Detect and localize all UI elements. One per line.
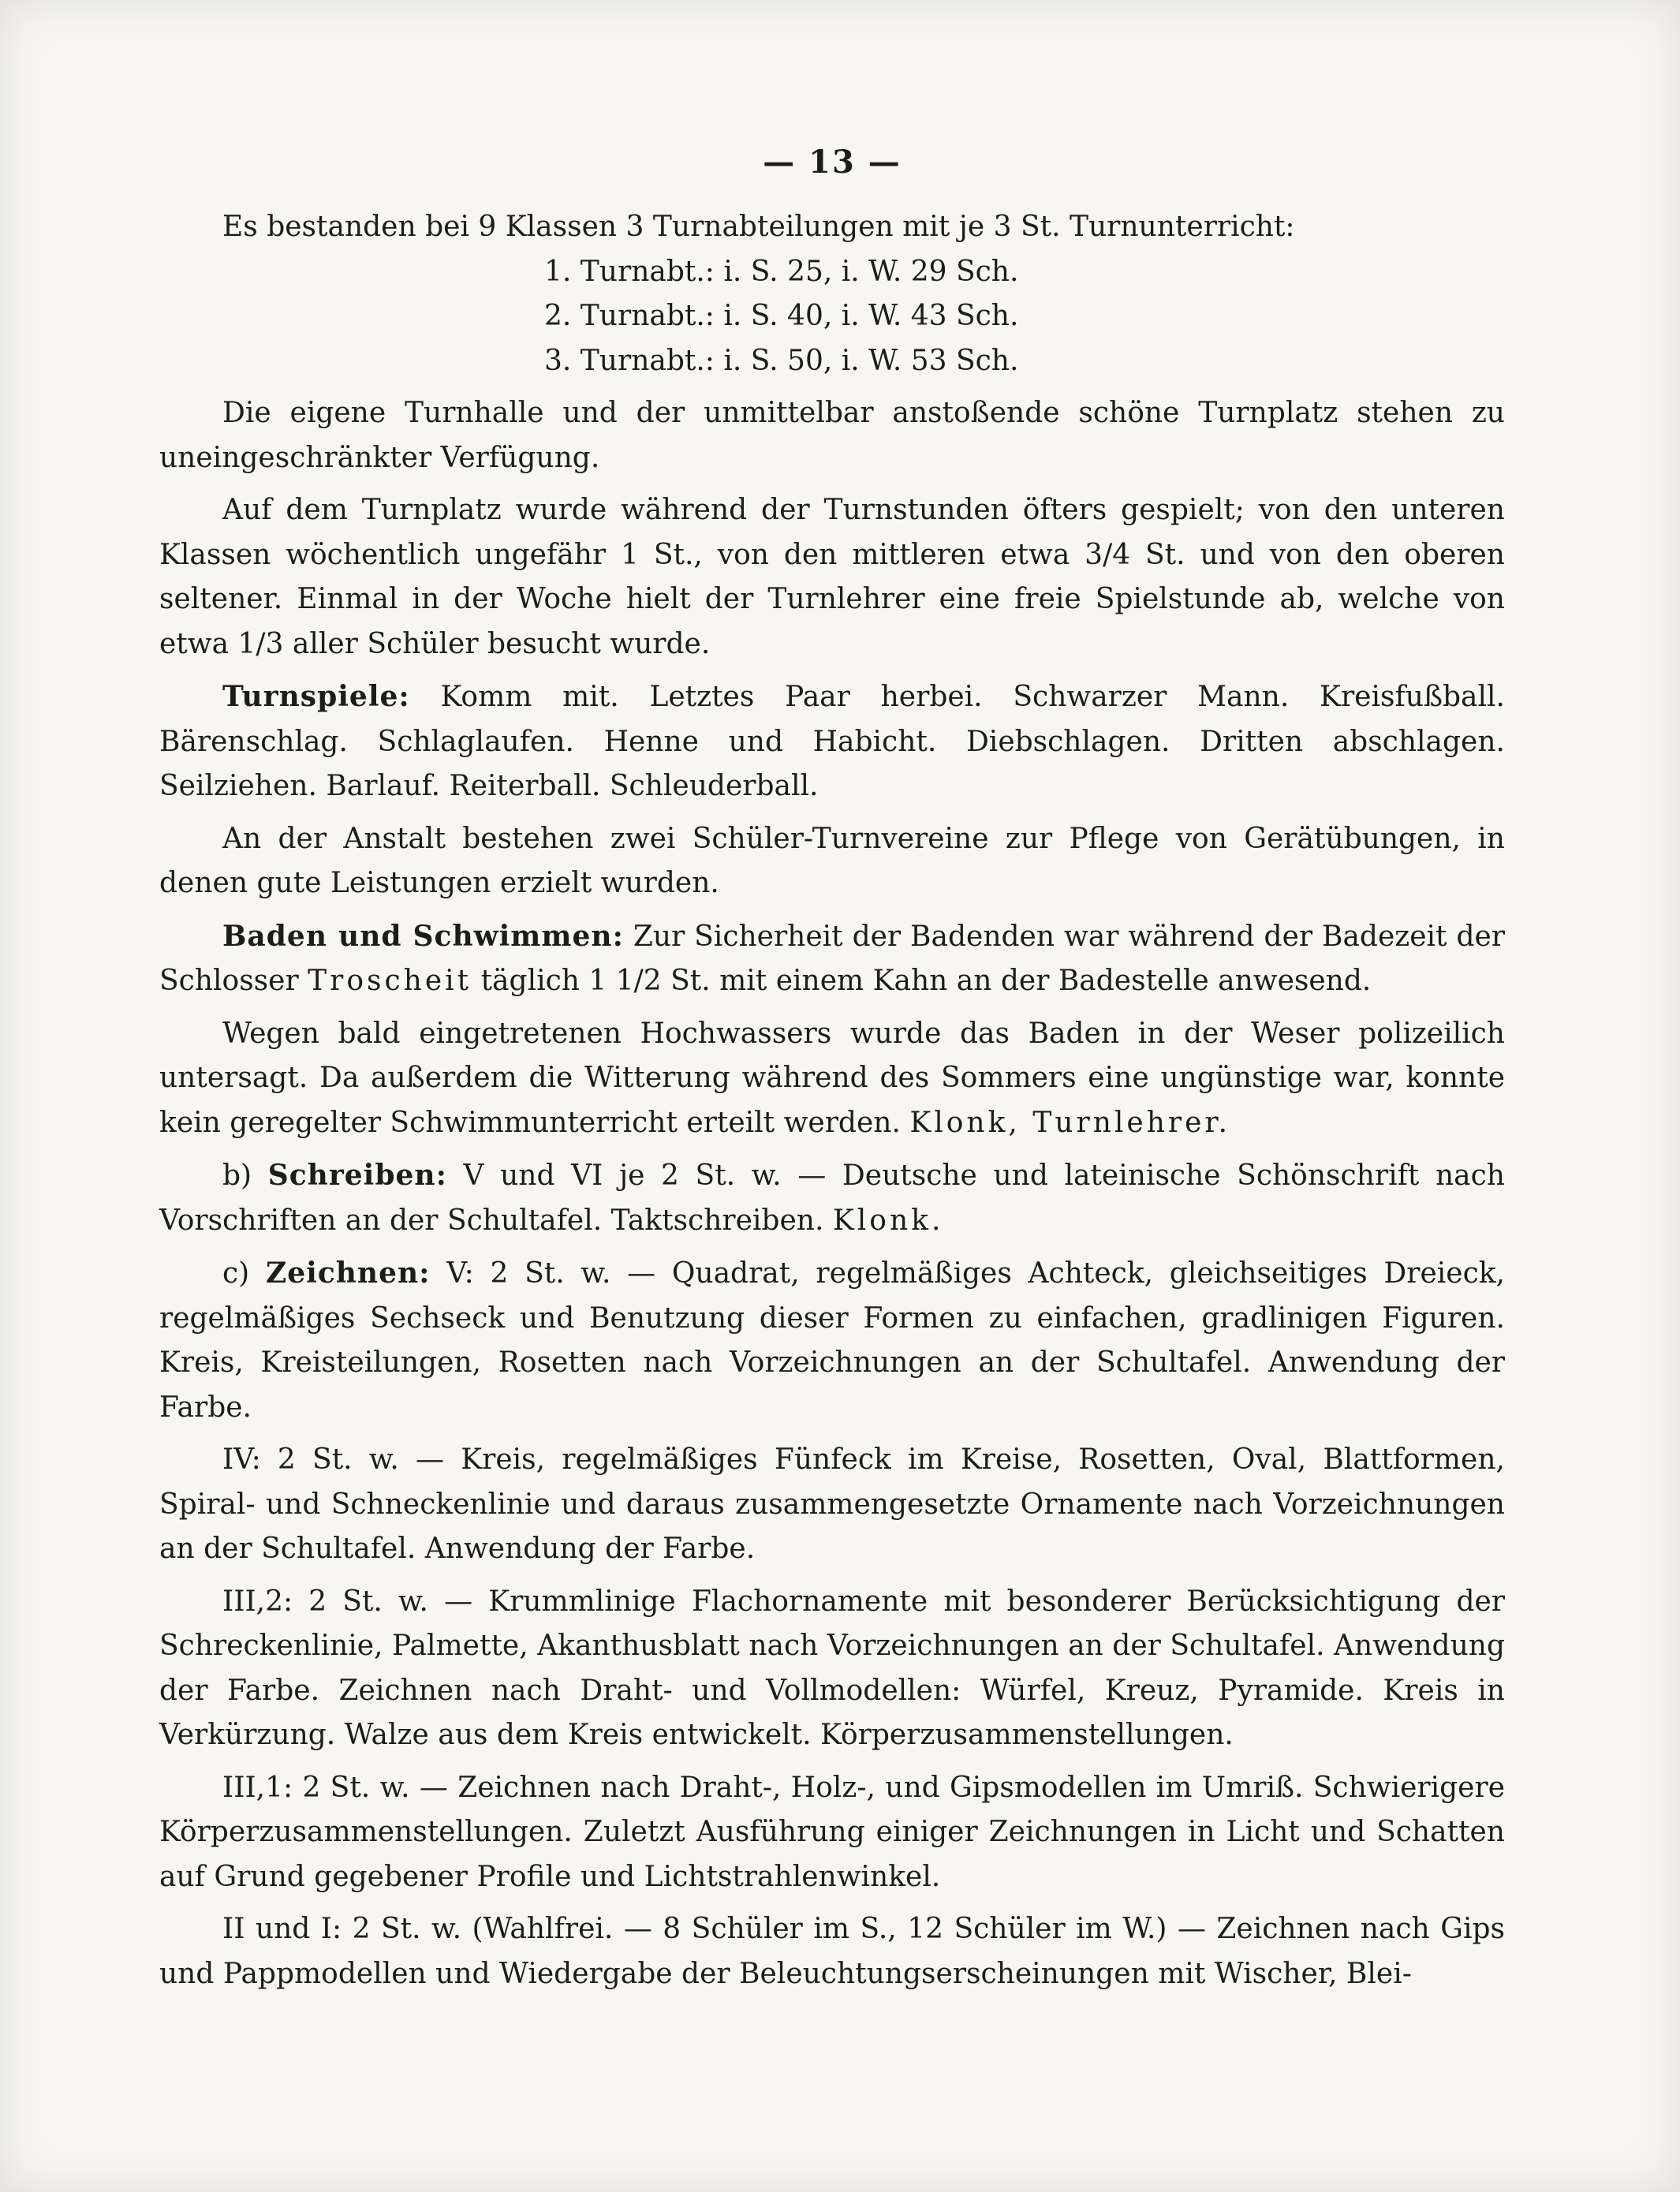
baden-heading: Baden und Schwimmen: (222, 919, 624, 953)
paragraph-turnhalle: Die eigene Turnhalle und der unmittelbar anstoßende schöne Turnplatz stehen zu uneingeschränkter Verfügung. (159, 397, 1505, 474)
hochwasser-signature: Klonk, Turnlehrer. (909, 1106, 1231, 1139)
paragraph-zeichnen-iv: IV: 2 St. w. — Kreis, regelmäßiges Fünfeck im Kreise, Rosetten, Oval, Blattformen, Spiral- und Schneckenlinie und daraus zusammengesetzte Ornamente nach Vorzeichnungen an der Schultafel. Anwendung der Farbe. (159, 1443, 1505, 1565)
schreiben-heading: Schreiben: (267, 1159, 447, 1192)
baden-name: Troscheit (308, 965, 472, 997)
baden-text-b: täglich 1 1/2 St. mit einem Kahn an der Badestelle anwesend. (480, 965, 1372, 997)
turn-intro: Es bestanden bei 9 Klassen 3 Turnabteilungen mit je 3 St. Turnunterricht: (222, 211, 1295, 243)
paragraph-hochwasser (159, 1012, 1505, 1146)
paragraph-turnspiele (159, 674, 1505, 809)
paragraph-turnvereine: An der Anstalt bestehen zwei Schüler-Turnvereine zur Pflege von Gerätübungen, in denen gute Leistungen erzielt wurden. (159, 822, 1505, 899)
paragraph-zeichnen-ii-i: II und I: 2 St. w. (Wahlfrei. — 8 Schüler im S., 12 Schüler im W.) — Zeichnen nach Gips und Pappmodellen und Wiedergabe der Beleuchtungserscheinungen mit Wischer, Blei- (159, 1913, 1505, 1990)
turn-division-item: 2. Turnabt.: i. S. 40, i. W. 43 Sch. (544, 300, 1019, 332)
hochwasser-text: Wegen bald eingetretenen Hochwassers wurde das Baden in der Weser polizeilich untersagt. Da außerdem die Witterung während des Sommers eine ungünstige war, konnte kein geregelter Schwimmunterricht erteilt werden. (159, 1017, 1505, 1139)
turn-division-item: 1. Turnabt.: i. S. 25, i. W. 29 Sch. (544, 255, 1019, 288)
baden-text-a: Zur Sicherheit der Badenden war während der Badezeit der Schlosser (159, 920, 1506, 997)
turnspiele-heading: Turnspiele: (222, 680, 410, 713)
schreiben-label: b) (222, 1159, 252, 1192)
turnspiele-text: Komm mit. Letztes Paar herbei. Schwarzer Mann. Kreisfußball. Bärenschlag. Schlaglaufen. Henne und Habicht. Diebschlagen. Dritten abschlagen. Seilziehen. Barlauf. Reiterball. Schleuderball. (159, 681, 1505, 802)
page-number: — 13 — (763, 144, 902, 181)
paragraph-turnplatz: Auf dem Turnplatz wurde während der Turnstunden öfters gespielt; von den unteren Klassen wöchentlich ungefähr 1 St., von den mittleren etwa 3/4 St. und von den oberen seltener. Einmal in der Woche hielt der Turnlehrer eine freie Spielstunde ab, welche von etwa 1/3 aller Schüler besucht wurde. (159, 494, 1505, 660)
zeichnen-heading: Zeichnen: (265, 1257, 431, 1290)
zeichnen-v-text: V: 2 St. w. — Quadrat, regelmäßiges Achteck, gleichseitiges Dreieck, regelmäßiges Sechseck und Benutzung dieser Formen zu einfachen, gradlinigen Figuren. Kreis, Kreisteilungen, Rosetten nach Vorzeichnungen an der Schultafel. Anwendung der Farbe. (159, 1257, 1505, 1424)
body-text (159, 205, 1505, 1996)
turn-division-item: 3. Turnabt.: i. S. 50, i. W. 53 Sch. (544, 344, 1019, 377)
paragraph-zeichnen-v (159, 1251, 1505, 1430)
paragraph-zeichnen-iii2: III,2: 2 St. w. — Krummlinige Flachornamente mit besonderer Berücksichtigung der Schreckenlinie, Palmette, Akanthusblatt nach Vorzeichnungen an der Schultafel. Anwendung der Farbe. Zeichnen nach Draht- und Vollmodellen: Würfel, Kreuz, Pyramide. Kreis in Verkürzung. Walze aus dem Kreis entwickelt. Körperzusammenstellungen. (159, 1585, 1505, 1751)
paragraph-schreiben (159, 1153, 1505, 1243)
paragraph-zeichnen-iii1: III,1: 2 St. w. — Zeichnen nach Draht-, Holz-, und Gipsmodellen im Umriß. Schwierigere Körperzusammenstellungen. Zuletzt Ausführung einiger Zeichnungen in Licht und Schatten auf Grund gegebener Profile und Lichtstrahlenwinkel. (159, 1771, 1505, 1893)
turn-division-list (159, 250, 1505, 384)
schreiben-text: V und VI je 2 St. w. — Deutsche und lateinische Schönschrift nach Vorschriften an der Schultafel. Taktschreiben. (159, 1159, 1505, 1237)
paragraph-baden (159, 914, 1505, 1004)
zeichnen-label: c) (222, 1257, 250, 1290)
schreiben-signature: Klonk. (832, 1204, 944, 1237)
